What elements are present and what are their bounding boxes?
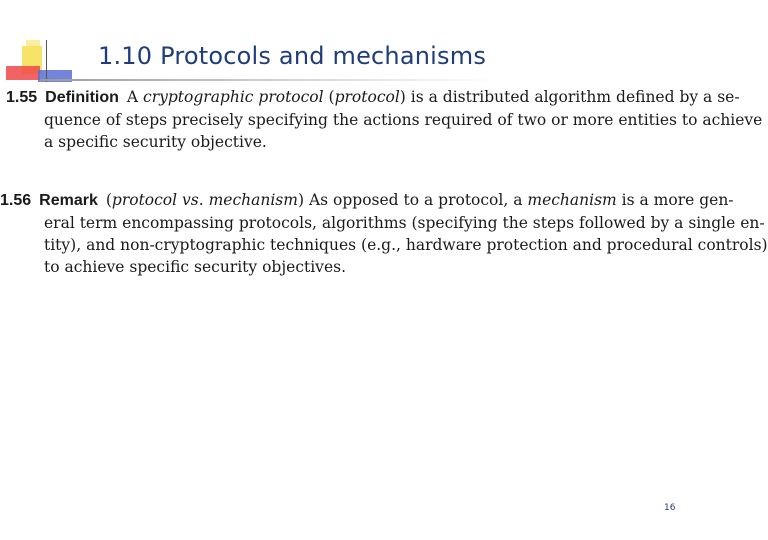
definition-line-3: a specific security objective. xyxy=(44,133,267,151)
remark-line-1 xyxy=(0,189,768,212)
page-number: 16 xyxy=(664,503,676,513)
slide-title: 1.10 Protocols and mechanisms xyxy=(98,42,487,70)
remark-line-4: to achieve specific security objectives. xyxy=(44,258,346,276)
remark-line-2: eral term encompassing protocols, algorithms (specifying the steps followed by a single en- xyxy=(44,214,765,232)
remark-label: Remark xyxy=(39,192,98,209)
remark-text-c: ) As opposed to a protocol, a xyxy=(297,191,528,209)
definition-line-1 xyxy=(6,86,762,109)
remark-text-a: ( xyxy=(105,191,112,209)
definition-block xyxy=(6,86,762,153)
remark-term: mechanism xyxy=(527,191,617,209)
definition-text-a: A xyxy=(126,88,144,106)
definition-text-e: ) is a distributed algorithm defined by a se- xyxy=(399,88,740,106)
definition-number: 1.55 xyxy=(6,89,38,106)
definition-text-c: ( xyxy=(323,88,335,106)
remark-text-e: is a more gen- xyxy=(616,191,734,209)
definition-line-2: quence of steps precisely specifying the actions required of two or more entities to achieve xyxy=(44,111,763,129)
definition-term: cryptographic protocol xyxy=(143,88,324,106)
remark-line-3: tity), and non-cryptographic techniques (e.g., hardware protection and procedural controls) xyxy=(44,236,768,254)
remark-topic: protocol vs. mechanism xyxy=(111,191,298,209)
remark-number: 1.56 xyxy=(0,192,32,209)
slide-ornament-red xyxy=(6,66,40,80)
title-underline xyxy=(40,79,500,81)
slide-ornament-line xyxy=(46,40,47,82)
definition-term-short: protocol xyxy=(334,88,400,106)
remark-block xyxy=(0,189,768,278)
definition-label: Definition xyxy=(45,89,119,106)
